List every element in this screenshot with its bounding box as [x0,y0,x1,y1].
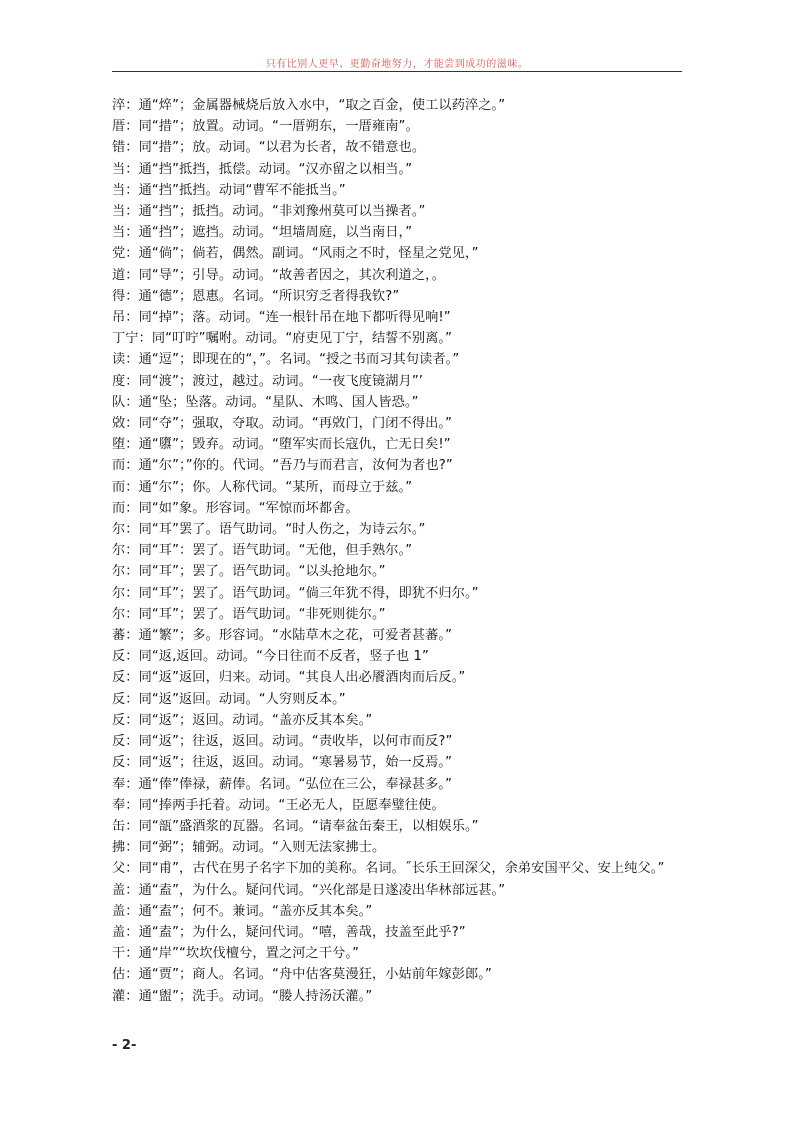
entry-line: 灌：通“盥”；洗手。动词。“媵人持汤沃灌。” [112,988,373,1004]
entry-line: 道：同“导”；引导。动词。“故善者因之，其次利道之，。 [112,267,446,283]
entry-line: 奉：通“俸”俸禄，薪俸。名词。“弘位在三公，奉禄甚多。” [112,776,453,792]
entry-line: 反：同“返”；往返，返回。动词。“责收毕，以何市而反?” [112,734,453,750]
entry-line: 淬：通“焠”；金属器械烧后放入水中，“取之百金，使工以药淬之。” [112,98,506,113]
entry-list [112,95,682,1007]
entry-line: 丁宁：同“叮咛”嘱咐。动词。“府吏见丁宁，结誓不别离。” [112,331,453,347]
entry-line: 厝：同“措”；放置。动词。“一厝朔东，一厝雍南”。 [112,119,419,135]
entry-line: 缶：同“瓿”盛酒浆的瓦器。名词。“请奉盆缶秦王，以相娱乐。” [112,818,479,834]
entry-line: 拂：同“弼”；辅弼。动词。“入则无法家拂士。 [112,840,386,856]
entry-line: 尔：同“耳”：罢了。语气助词。“无他，但手熟尔。” [112,543,413,559]
header-divider [112,71,682,72]
entry-line: 而：通“尔”；你。人称代词。“某所，而母立于兹。” [112,479,413,495]
entry-line: 当：通“挡”；遮挡。动词。“坦墙周庭，以当南日，” [112,225,413,241]
entry-line: 敚：同“夺”；强取，夺取。动词。“再敚门，门闭不得出。” [112,416,453,432]
entry-line: 尔：同“耳”罢了。语气助词。“时人伤之，为诗云尔。” [112,522,426,538]
entry-line: 尔：同“耳”；罢了。语气助词。“非死则徙尔。” [112,606,386,622]
entry-line: 干：通“岸”“坎坎伐檀兮，置之河之干兮。” [112,946,360,962]
entry-line: 尔：同“耳”；罢了。语气助词。“以头抢地尔。” [112,564,386,580]
entry-line: 党：通“倘”；倘若，偶然。副词。“风雨之不时，怪星之党见，” [112,246,479,262]
entry-line: 盖：通“盍”；何不。兼词。“盖亦反其本矣。” [112,903,373,919]
entry-line: 盖：通“盍”；为什么，疑问代词。“嘻，善哉，技盖至此乎?” [112,924,466,940]
entry-line: 当：通“挡”；抵挡。动词。“非刘豫州莫可以当操者。” [112,204,426,220]
entry-line: 反：同“返”；返回。动词。“盖亦反其本矣。” [112,712,373,728]
entry-line: 堕：通“隳”；毁弃。动词。“堕军实而长寇仇，亡无日矣!” [112,437,451,453]
entry-line: 估：通“贾”；商人。名词。“舟中估客莫漫狂，小姑前年嫁彭郎。” [112,967,492,983]
entry-line: 而：通“尔”；”你的。代词。“吾乃与而君言，汝何为者也?” [112,458,453,474]
entry-line: 而：同“如”象。形容词。“军惊而坏都舍。 [112,500,359,516]
page-number: - 2- [112,1038,137,1053]
header-slogan: 只有比别人更早、更勤奋地努力，才能尝到成功的滋味。 [265,59,529,70]
entry-line: 奉：同“捧两手托着。动词。“王必无人，臣愿奉璧往使。 [112,797,445,813]
entry-line: 读：通“逗”；即现在的“，”。名词。“授之书而习其句读者。” [112,352,460,368]
entry-line: 得：通“德”；恩惠。名词。“所识穷乏者得我钦?” [112,288,400,304]
entry-line: 反：同“返,返回。动词。“今日往而不反者，竖子也 1” [112,649,429,665]
entry-line: 尔：同“耳”；罢了。语气助词。“倘三年犹不得，即犹不归尔。” [112,585,479,601]
entry-line: 父：同“甫”，古代在男子名字下加的美称。名词。˝长乐王回深父，余弟安国平父、安上纯父。” [112,861,665,877]
entry-line: 当：通“挡”抵挡。动词“曹军不能抵当。” [112,182,346,198]
entry-line: 反：同“返”返回，归来。动词。“其良人出必餍酒肉而后反。” [112,670,466,686]
entry-line: 反：同“返”返回。动词。“人穷则反本。” [112,691,346,707]
entry-line: 错：同“措”；放。动词。“以君为长者，故不错意也。 [112,140,426,156]
entry-line: 队：通“坠；坠落。动词。“星队、木鸣、国人皆恐。” [112,394,419,410]
entry-line: 吊：同“掉”；落。动词。“连一根针吊在地下都听得见响!” [112,310,451,326]
entry-line: 当：通“挡”抵挡，抵偿。动词。“汉亦留之以相当。” [112,161,413,177]
entry-line: 蕃：通“繁”；多。形容词。“水陆草木之花，可爱者甚蕃。” [112,628,453,644]
entry-line: 反：同“返”；往返，返回。动词。“寒暑易节，始一反焉。” [112,755,453,771]
entry-line: 度：同“渡”；渡过，越过。动词。“一夜飞度镜湖月”’ [112,373,424,389]
entry-line: 盖：通“盍”，为什么。疑问代词。“兴化部是日遂凌出华林部远甚。” [112,882,506,898]
